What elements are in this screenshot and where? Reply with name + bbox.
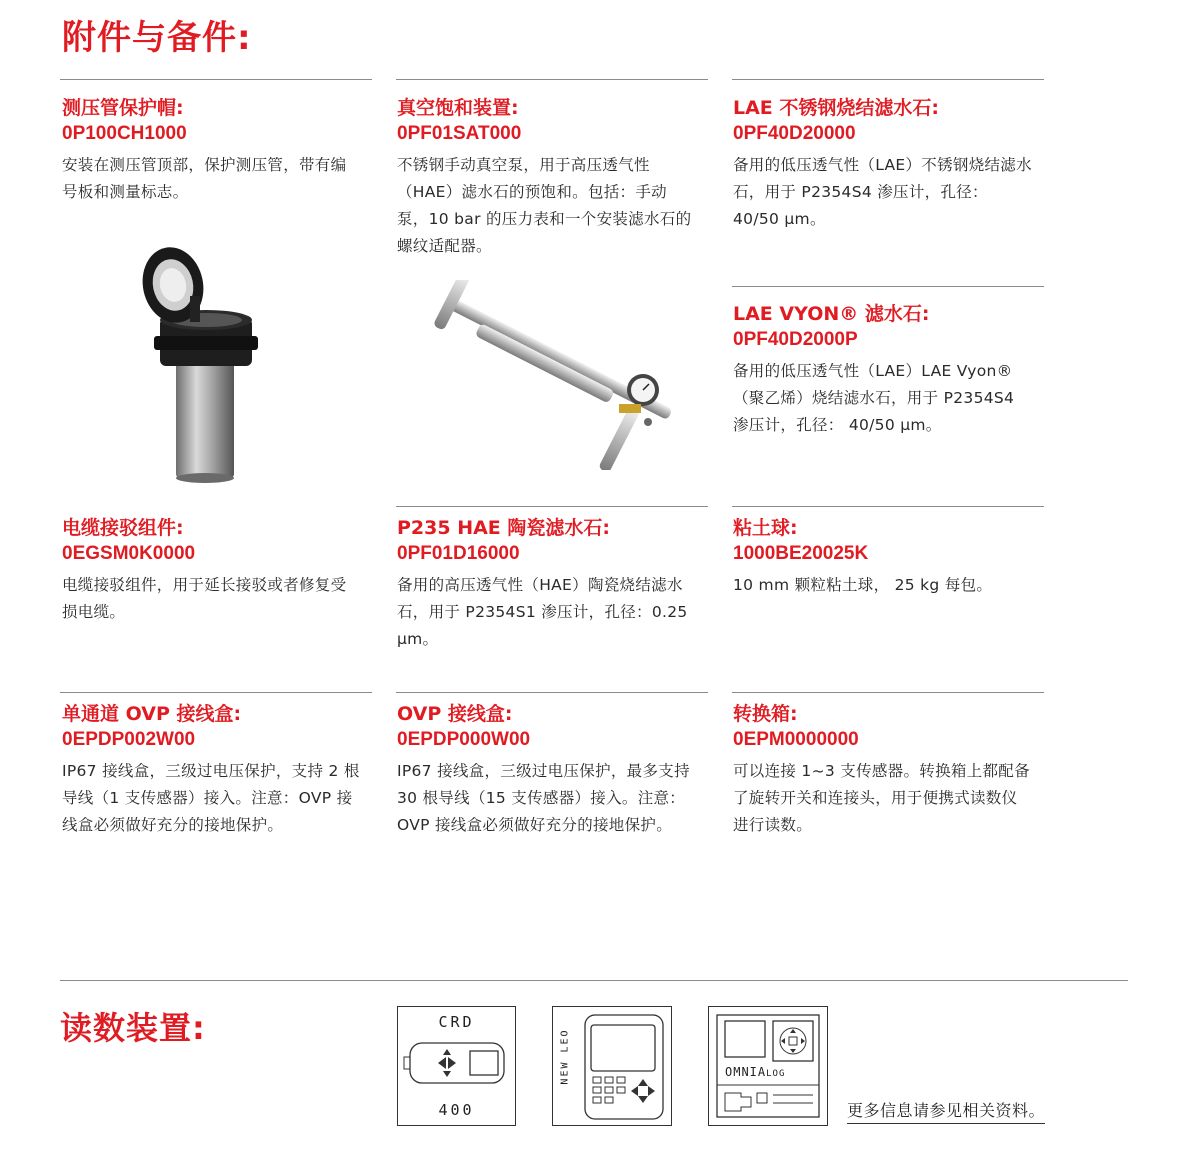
item-code: 0PF01SAT000 [397,123,522,144]
item-code: 0EGSM0K0000 [62,543,196,564]
divider [60,79,372,80]
crd-label: CRD [438,1013,475,1031]
item-name: 电缆接驳组件: [62,517,184,539]
item-ovp-box [397,702,697,839]
item-name: 单通道 OVP 接线盒: [62,703,242,725]
item-name: LAE VYON® 滤水石: [733,303,930,325]
divider [732,506,1044,507]
item-desc: IP67 接线盒，三级过电压保护，支持 2 根导线（1 支传感器）接入。注意：OVP 接线盒必须做好充分的接地保护。 [62,762,360,834]
item-piezometer-cap [62,96,362,206]
item-name: P235 HAE 陶瓷滤水石: [397,517,610,539]
readout-title: 读数装置: [60,1009,206,1047]
item-desc: 备用的低压透气性（LAE）不锈钢烧结滤水石，用于 P2354S4 渗压计，孔径：40/50 μm。 [733,156,1032,228]
item-clay-ball [733,516,1033,599]
item-desc: 安装在测压管顶部，保护测压管，带有编号板和测量标志。 [62,156,347,201]
item-code: 1000BE20025K [733,543,869,564]
divider [732,79,1044,80]
divider [60,692,372,693]
item-code: 0PF40D20000 [733,123,856,144]
item-switch-box [733,702,1033,839]
item-cable-splice [62,516,362,626]
item-code: 0EPDP002W00 [62,729,196,750]
item-code: 0EPM0000000 [733,729,859,750]
section-divider [60,980,1128,981]
omnialog-device [708,1006,828,1126]
divider [732,286,1044,287]
item-desc: IP67 接线盒，三级过电压保护，最多支持 30 根导线（15 支传感器）接入。注意：OVP 接线盒必须做好充分的接地保护。 [397,762,690,834]
newleo-device [552,1006,672,1126]
newleo-label: NEW LEO [559,1028,571,1085]
vacuum-pump-image [405,280,695,470]
item-single-ovp-box [62,702,362,839]
item-name: 转换箱: [733,703,798,725]
item-desc: 可以连接 1~3 支传感器。转换箱上都配备了旋转开关和连接头，用于便携式读数仪进行读数。 [733,762,1030,834]
item-desc: 备用的高压透气性（HAE）陶瓷烧结滤水石，用于 P2354S1 渗压计，孔径：0.25 μm。 [397,576,688,648]
item-name: 测压管保护帽: [62,97,184,119]
item-name: LAE 不锈钢烧结滤水石: [733,97,940,119]
crd400-device [397,1006,516,1126]
more-info-link[interactable]: 更多信息请参见相关资料。 [847,1098,1045,1124]
item-name: 真空饱和装置: [397,97,519,119]
item-desc: 10 mm 颗粒粘土球， 25 kg 每包。 [733,576,993,594]
omnialog-name: OMNIA [725,1065,767,1079]
item-hae-ceramic-filter [397,516,697,653]
item-code: 0PF01D16000 [397,543,520,564]
item-desc: 不锈钢手动真空泵，用于高压透气性（HAE）滤水石的预饱和。包括：手动泵，10 bar 的压力表和一个安装滤水石的螺纹适配器。 [397,156,692,255]
item-name: OVP 接线盒: [397,703,513,725]
crd-model: 400 [438,1101,475,1119]
item-code: 0P100CH1000 [62,123,187,144]
item-desc: 备用的低压透气性（LAE）LAE Vyon®（聚乙烯）烧结滤水石，用于 P2354S4 渗压计，孔径： 40/50 μm。 [733,362,1015,434]
protection-cap-image [128,240,273,485]
divider [732,692,1044,693]
accessories-title: 附件与备件: [62,18,252,58]
item-name: 粘土球: [733,517,798,539]
divider [396,692,708,693]
item-vacuum-saturation [397,96,697,260]
item-lae-vyon-filter [733,302,1033,439]
item-code: 0EPDP000W00 [397,729,531,750]
newleo-illustration [553,1007,671,1125]
divider [396,79,708,80]
divider [396,506,708,507]
item-lae-steel-filter [733,96,1033,233]
omnialog-suffix: LOG [766,1069,786,1079]
item-code: 0PF40D2000P [733,329,858,350]
omnialog-label [725,1065,785,1079]
item-desc: 电缆接驳组件，用于延长接驳或者修复受损电缆。 [62,576,347,621]
